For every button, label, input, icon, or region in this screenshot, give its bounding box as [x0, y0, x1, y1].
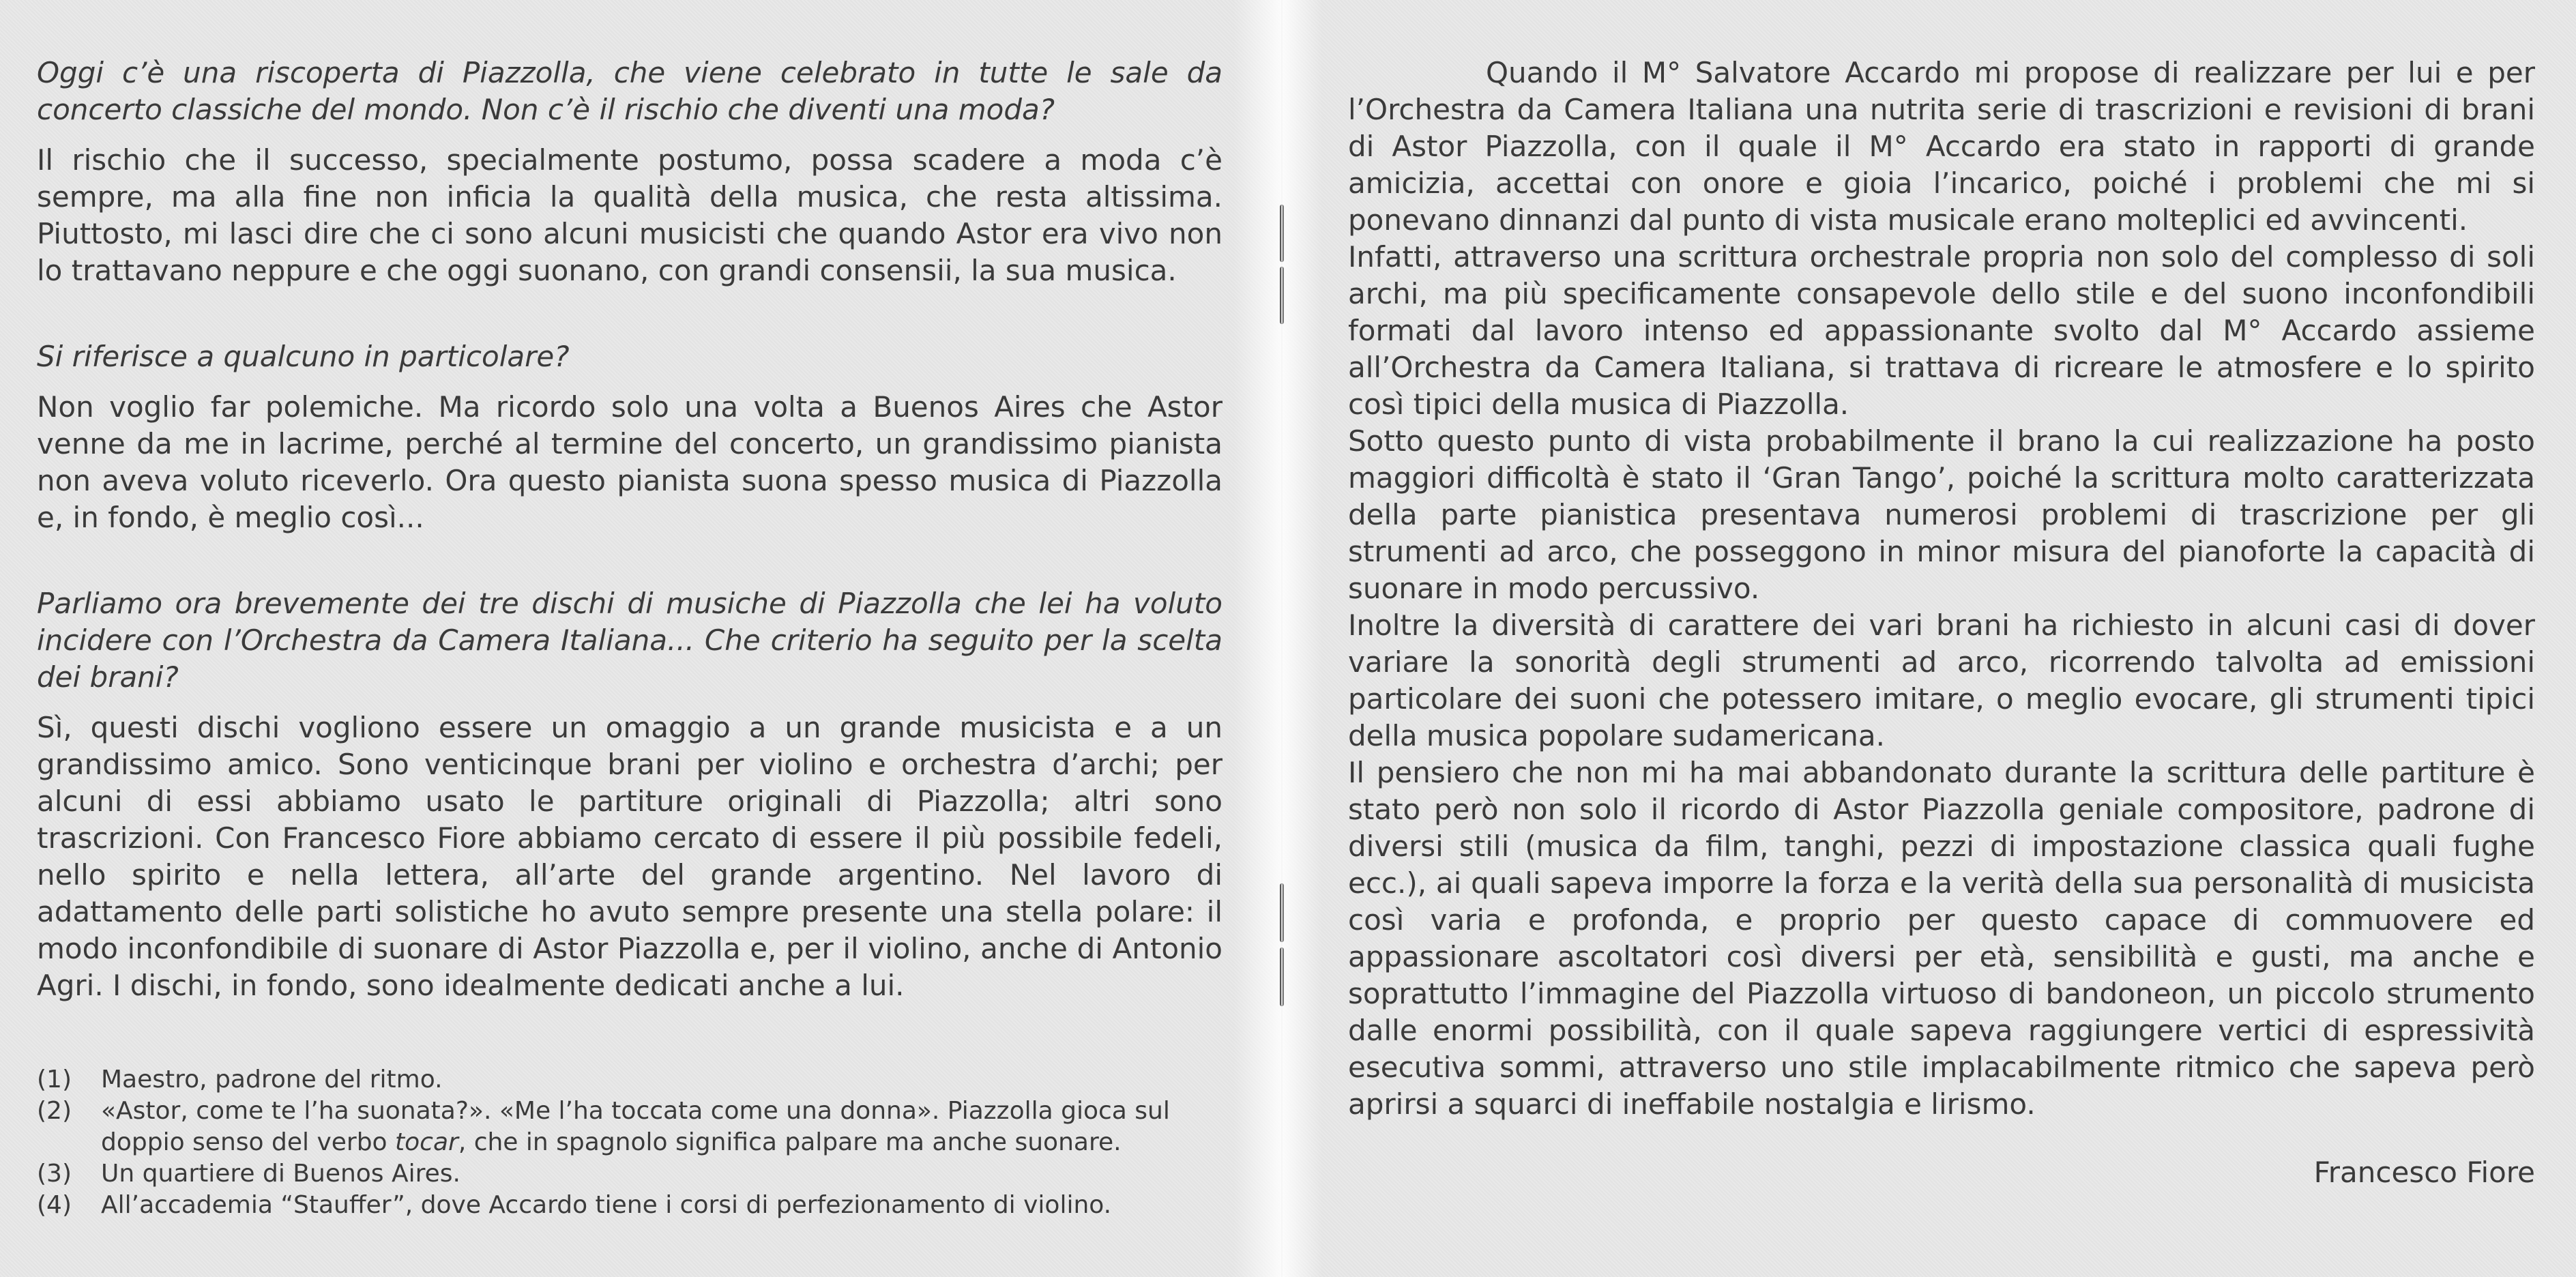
- interview-answer-3: Sì, questi dischi vogliono essere un omaggio a un grande musicista e a un grandissimo amico. Sono venticinque brani per violino e orchestra d’archi; per alcuni di essi abbiamo usato le partiture originali di Piazzolla; altri sono trascrizioni. Con Francesco Fiore abbiamo cercato di essere il più possibile fedeli, nello spirito e nella lettera, all’arte del grande argentino. Nel lavoro di adattamento delle parti solistiche ho avuto sempre presente una stella polare: il modo inconfondibile di suonare di Astor Piazzolla e, per il violino, anche di Antonio Agri. I dischi, in fondo, sono idealmente dedicati anche a lui.: [37, 711, 1223, 1002]
- footnote-text: All’accademia “Stauffer”, dove Accardo tiene i corsi di perfezionamento di violino.: [101, 1191, 1112, 1219]
- staple-top-icon: [1278, 205, 1285, 324]
- essay-paragraph: Il pensiero che non mi ha mai abbandonato durante la scrittura delle partiture è stato però non solo il ricordo di Astor Piazzolla geniale compositore, padrone di diversi stili (musica da film, tanghi, pezzi di impostazione classica quali fughe ecc.), ai quali sapeva imporre la forza e la verità della sua personalità di musicista così varia e profonda, e proprio per questo capace di commuovere ed appassionare ascoltatori così diversi per età, sensibilità e gusti, ma anche e soprattutto l’immagine del Piazzolla virtuoso di bandoneon, un piccolo strumento dalle enormi possibilità, con il quale sapeva raggiungere vertici di espressività esecutiva sommi, attraverso uno stile implacabilmente ritmico che sapeva però aprirsi a squarci di ineffabile nostalgia e lirismo.: [1348, 756, 2535, 1121]
- footnote-text-part: , che in spagnolo significa palpare ma anche suonare.: [458, 1128, 1122, 1156]
- footnote-italic-word: tocar: [395, 1128, 458, 1156]
- footnote-number: (4): [37, 1191, 72, 1219]
- essay-paragraph: Sotto questo punto di vista probabilmente il brano la cui realizzazione ha posto maggiori difficoltà è stato il ‘Gran Tango’, poiché la scrittura molto caratterizzata della parte pianistica presentava numerosi problemi di trascrizione per gli strumenti ad arco, che posseggono in minor misura del pianoforte la capacità di suonare in modo percussivo.: [1348, 424, 2535, 605]
- footnote: [37, 1096, 1223, 1158]
- footnote-number: (3): [37, 1160, 72, 1188]
- interview-question-1: Oggi c’è una riscoperta di Piazzolla, che viene celebrato in tutte le sale da concerto classiche del mondo. Non c’è il rischio che diventi una moda?: [37, 56, 1223, 126]
- interview-column: [37, 55, 1223, 1004]
- interview-question-3: Parliamo ora brevemente dei tre dischi di musiche di Piazzolla che lei ha voluto incidere con l’Orchestra da Camera Italiana... Che criterio ha seguito per la scelta dei brani?: [37, 587, 1223, 694]
- footnote: [37, 1158, 1223, 1190]
- footnote-number: (2): [37, 1097, 72, 1125]
- footnotes: [37, 1064, 1223, 1221]
- gutter-shadow-left: [1233, 0, 1281, 1277]
- interview-answer-1: Il rischio che il successo, specialmente postumo, possa scadere a moda c’è sempre, ma alla fine non inficia la qualità della musica, che resta altissima. Piuttosto, mi lasci dire che ci sono alcuni musicisti che quando Astor era vivo non lo trattavano neppure e che oggi suonano, con grandi consensii, la sua musica.: [37, 143, 1223, 287]
- right-page: [1281, 0, 2576, 1277]
- essay-column: [1348, 55, 2535, 1123]
- footnote-text: [101, 1096, 1223, 1158]
- essay-paragraph: Quando il M° Salvatore Accardo mi propose di realizzare per lui e per l’Orchestra da Camera Italiana una nutrita serie di trascrizioni e revisioni di brani di Astor Piazzolla, con il quale il M° Accardo era stato in rapporti di grande amicizia, accettai con onore e gioia l’incarico, poiché i problemi che mi si ponevano dinnanzi dal punto di vista musicale erano molteplici ed avvincenti.: [1348, 56, 2535, 237]
- footnote-text: Un quartiere di Buenos Aires.: [101, 1160, 460, 1188]
- interview-answer-2: Non voglio far polemiche. Ma ricordo solo una volta a Buenos Aires che Astor venne da me in lacrime, perché al termine del concerto, un grandissimo pianista non aveva voluto riceverlo. Ora questo pianista suona spesso musica di Piazzolla e, in fondo, è meglio così...: [37, 390, 1223, 534]
- staple-bottom-icon: [1278, 883, 1285, 1006]
- footnote-number: (1): [37, 1066, 72, 1093]
- footnote-text: Maestro, padrone del ritmo.: [101, 1066, 443, 1093]
- gutter-shadow-right: [1281, 0, 1322, 1277]
- footnote: [37, 1190, 1223, 1221]
- essay-paragraph: Inoltre la diversità di carattere dei vari brani ha richiesto in alcuni casi di dover variare la sonorità degli strumenti ad arco, ricorrendo talvolta ad emissioni particolare dei suoni che potessero imitare, o meglio evocare, gli strumenti tipici della musica popolare sudamericana.: [1348, 608, 2535, 752]
- essay-paragraph: Infatti, attraverso una scrittura orchestrale propria non solo del complesso di soli archi, ma più specificamente consapevole dello stile e del suono inconfondibili formati dal lavoro intenso ed appassionante svolto dal M° Accardo assieme all’Orchestra da Camera Italiana, si trattava di ricreare le atmosfere e lo spirito così tipici della musica di Piazzolla.: [1348, 240, 2535, 421]
- footnote: [37, 1064, 1223, 1096]
- footnote-text-part: «Astor, come te l’ha suonata?». «Me l’ha toccata come una donna». Piazzolla gioca sul doppio senso del verbo: [101, 1097, 1170, 1156]
- center-fold: [1281, 0, 1283, 1277]
- interview-question-2: Si riferisce a qualcuno in particolare?: [37, 340, 570, 373]
- left-page: [0, 0, 1281, 1277]
- author-signature: Francesco Fiore: [2313, 1156, 2535, 1189]
